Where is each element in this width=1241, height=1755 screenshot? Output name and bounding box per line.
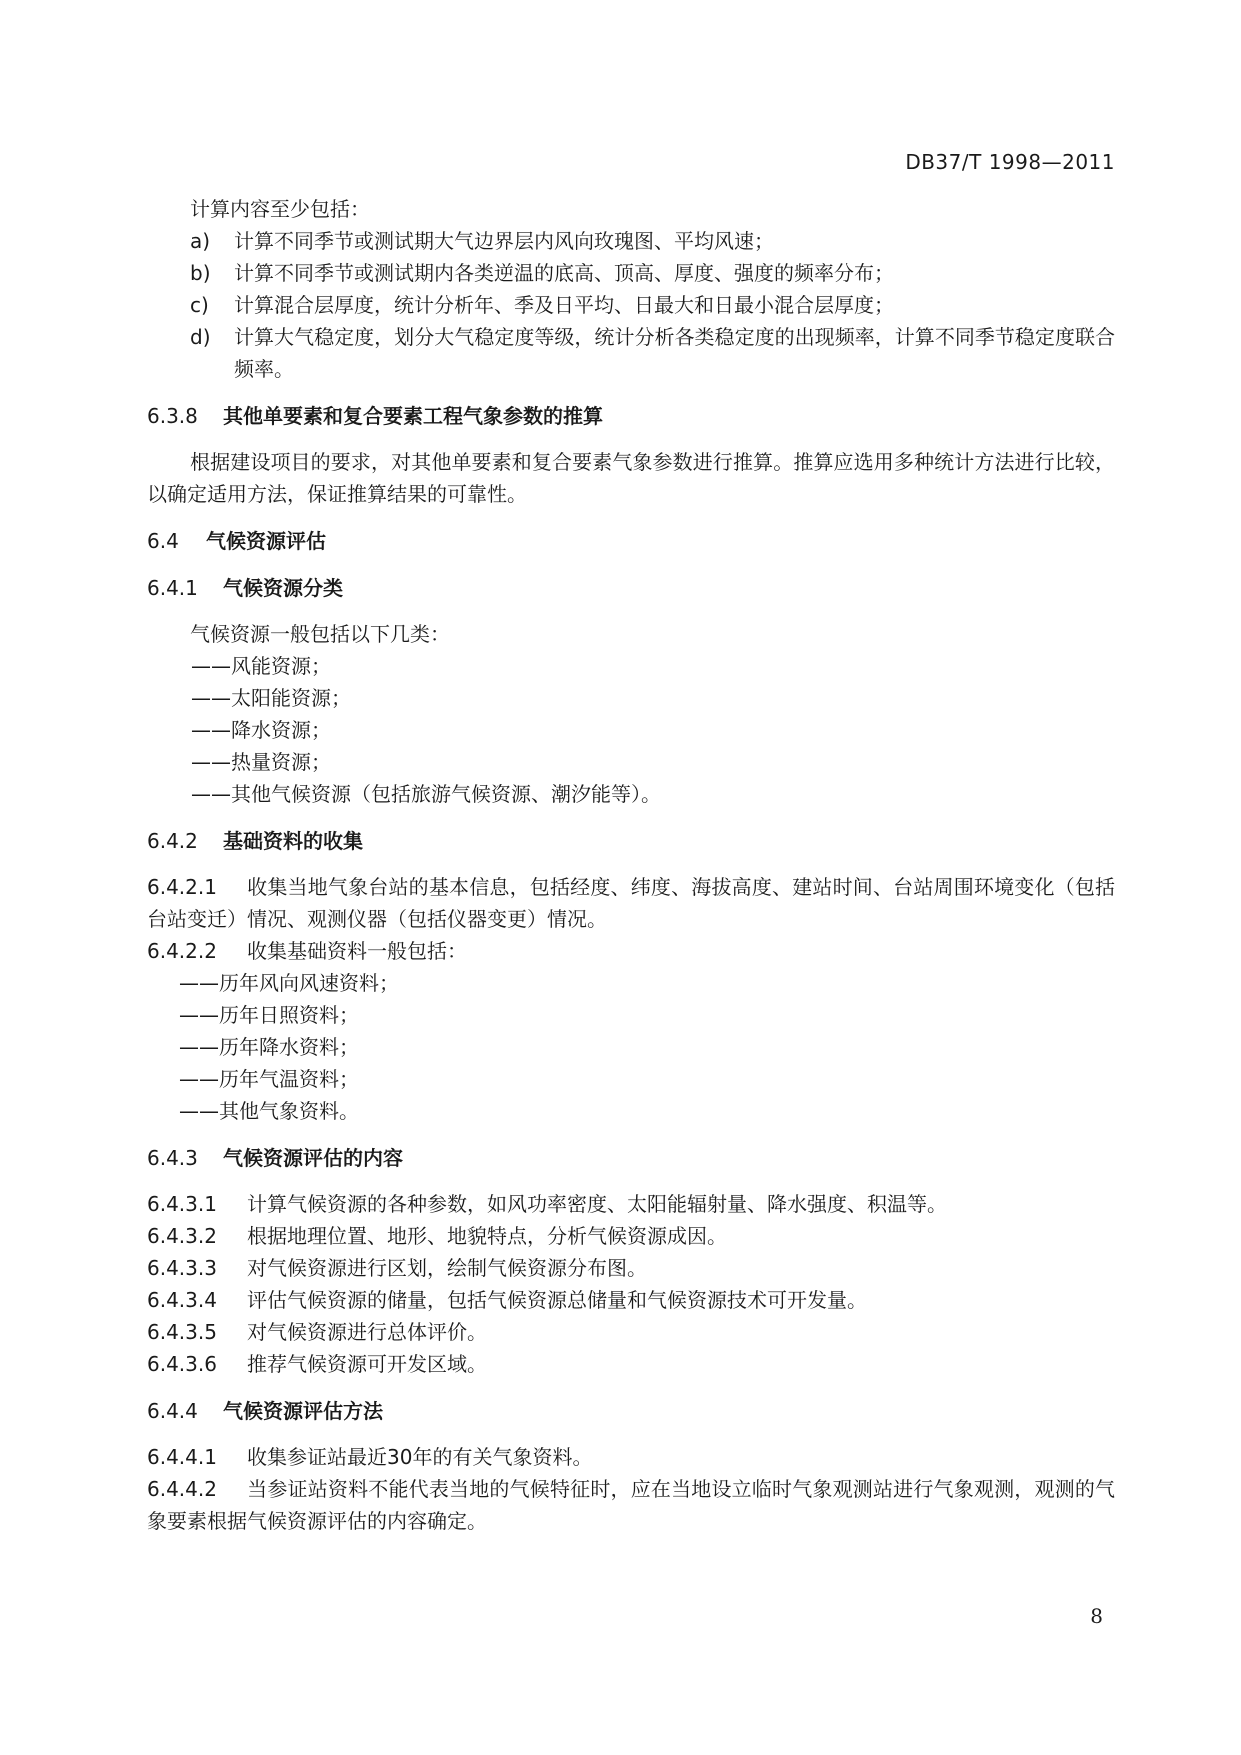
clause-text: 评估气候资源的储量，包括气候资源总储量和气候资源技术可开发量。 [247,1288,867,1312]
clause-number: 6.4.2.2 [147,939,217,963]
section-heading-6-4 [147,525,1115,557]
section-title: 气候资源分类 [223,576,343,600]
clause [147,1473,1115,1537]
clause-text: 对气候资源进行区划，绘制气候资源分布图。 [247,1256,647,1280]
clause [147,1220,1115,1252]
clause [147,1252,1115,1284]
section-body: 根据建设项目的要求，对其他单要素和复合要素气象参数进行推算。推算应选用多种统计方法进行比较，以确定适用方法，保证推算结果的可靠性。 [147,450,1115,506]
section-title: 气候资源评估的内容 [223,1146,403,1170]
section-title: 基础资料的收集 [223,829,363,853]
clause-number: 6.4.3.5 [147,1320,217,1344]
list-label: d) [190,325,211,349]
clause [147,1441,1115,1473]
clause-number: 6.4.4.1 [147,1445,217,1469]
list-label: c) [190,293,209,317]
page-number: 8 [1090,1604,1103,1628]
clause-number: 6.4.3.4 [147,1288,217,1312]
list-label: a) [190,229,211,253]
section-intro: 气候资源一般包括以下几类： [190,622,450,646]
page-body [147,193,1115,1537]
clause-text: 对气候资源进行总体评价。 [247,1320,487,1344]
clause [147,1188,1115,1220]
clause-text: 收集基础资料一般包括： [247,939,467,963]
section-number: 6.3.8 [147,404,198,428]
list-item: ——历年风向风速资料； [179,971,399,995]
section-title: 其他单要素和复合要素工程气象参数的推算 [223,404,603,428]
list-text: 计算混合层厚度，统计分析年、季及日平均、日最大和日最小混合层厚度； [234,293,894,317]
list-item: ——降水资源； [191,718,331,742]
clause-text: 收集当地气象台站的基本信息，包括经度、纬度、海拔高度、建站时间、台站周围环境变化（包括台站变迁）情况、观测仪器（包括仪器变更）情况。 [147,875,1115,931]
list-item [147,321,1115,385]
section-heading-6-4-1 [147,572,1115,604]
list-item [147,289,1115,321]
clause [147,935,1115,967]
list-item: ——历年气温资料； [179,1067,359,1091]
list-label: b) [190,261,211,285]
clause-number: 6.4.3.1 [147,1192,217,1216]
clause-text: 根据地理位置、地形、地貌特点，分析气候资源成因。 [247,1224,727,1248]
clause-number: 6.4.4.2 [147,1477,217,1501]
list-text: 计算不同季节或测试期大气边界层内风向玫瑰图、平均风速； [234,229,774,253]
clause [147,1348,1115,1380]
list-text: 计算大气稳定度，划分大气稳定度等级，统计分析各类稳定度的出现频率，计算不同季节稳定度联合频率。 [234,325,1115,381]
list-text: 计算不同季节或测试期内各类逆温的底高、顶高、厚度、强度的频率分布； [234,261,894,285]
list-item: ——其他气象资料。 [179,1099,359,1123]
section-heading-6-3-8 [147,400,1115,432]
clause-text: 当参证站资料不能代表当地的气候特征时，应在当地设立临时气象观测站进行气象观测，观测的气象要素根据气候资源评估的内容确定。 [147,1477,1115,1533]
calc-intro: 计算内容至少包括： [190,197,370,221]
section-number: 6.4.2 [147,829,198,853]
list-item [147,257,1115,289]
list-item: ——热量资源； [191,750,331,774]
section-title: 气候资源评估方法 [223,1399,383,1423]
clause-number: 6.4.3.3 [147,1256,217,1280]
list-item: ——太阳能资源； [191,686,351,710]
list-item [147,225,1115,257]
section-number: 6.4.4 [147,1399,198,1423]
clause [147,1284,1115,1316]
clause-number: 6.4.2.1 [147,875,217,899]
section-number: 6.4.1 [147,576,198,600]
clause-number: 6.4.3.2 [147,1224,217,1248]
section-number: 6.4.3 [147,1146,198,1170]
section-heading-6-4-4 [147,1395,1115,1427]
section-heading-6-4-3 [147,1142,1115,1174]
clause-number: 6.4.3.6 [147,1352,217,1376]
list-item: ——历年降水资料； [179,1035,359,1059]
clause [147,1316,1115,1348]
section-heading-6-4-2 [147,825,1115,857]
section-number: 6.4 [147,529,179,553]
list-item: ——历年日照资料； [179,1003,359,1027]
clause-text: 推荐气候资源可开发区域。 [247,1352,487,1376]
section-title: 气候资源评估 [206,529,326,553]
clause-text: 收集参证站最近30年的有关气象资料。 [247,1445,593,1469]
clause-text: 计算气候资源的各种参数，如风功率密度、太阳能辐射量、降水强度、积温等。 [247,1192,947,1216]
list-item: ——其他气候资源（包括旅游气候资源、潮汐能等）。 [191,782,661,806]
list-item: ——风能资源； [191,654,331,678]
clause [147,871,1115,935]
document-code: DB37/T 1998—2011 [905,150,1115,174]
